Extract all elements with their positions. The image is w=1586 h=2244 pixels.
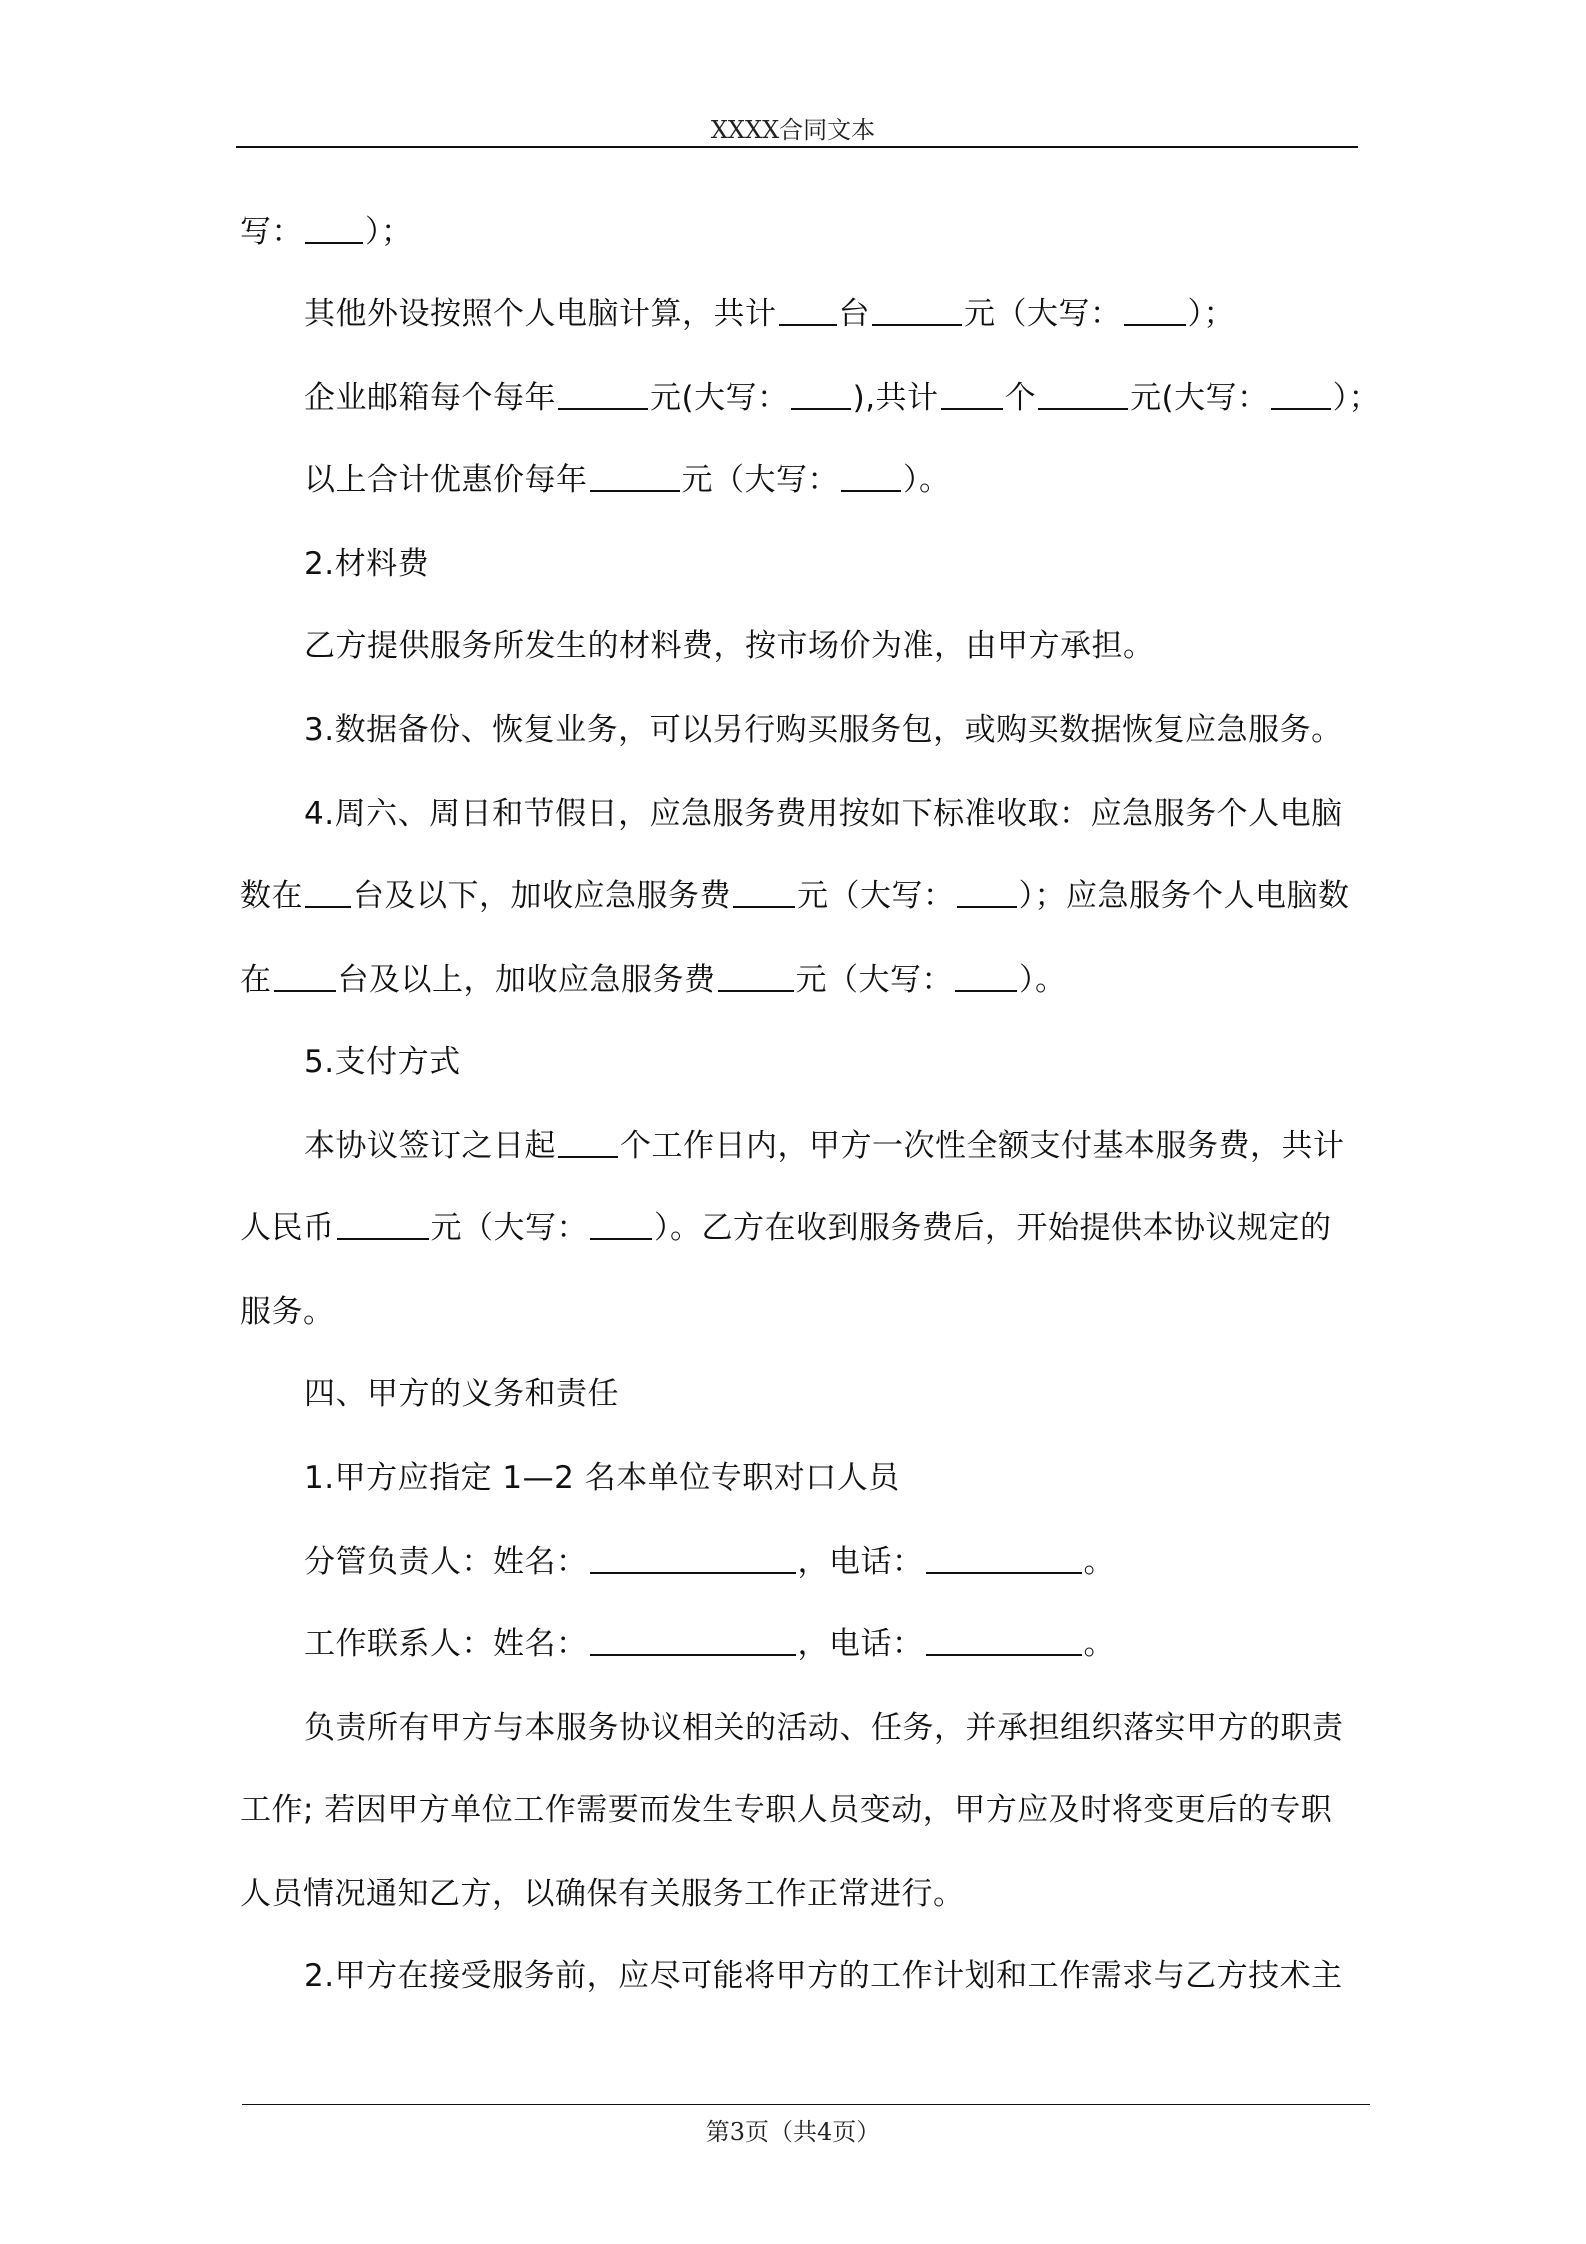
blank-field xyxy=(733,876,795,908)
text-line: 其他外设按照个人电脑计算，共计 台 元（大写： ）； xyxy=(304,296,1235,332)
blank-field xyxy=(274,960,336,992)
text-line: 以上合计优惠价每年 元（大写： ）。 xyxy=(304,462,951,498)
blank-field xyxy=(337,1208,429,1240)
header-title: XXXX合同文本 xyxy=(710,116,876,144)
blank-field xyxy=(590,460,680,492)
text-line: 本协议签订之日起 个工作日内，甲方一次性全额支付基本服务费，共计 xyxy=(304,1128,1345,1164)
blank-field xyxy=(941,378,1003,410)
blank-field xyxy=(1271,378,1331,410)
blank-field xyxy=(305,212,363,244)
section-heading: 5.支付方式 xyxy=(304,1044,461,1080)
text-line: 1.甲方应指定 1—2 名本单位专职对口人员 xyxy=(304,1460,900,1496)
blank-field xyxy=(957,876,1017,908)
text-line: 2.甲方在接受服务前，应尽可能将甲方的工作计划和工作需求与乙方技术主 xyxy=(304,1958,1343,1994)
blank-field xyxy=(841,460,901,492)
blank-field xyxy=(558,378,648,410)
text-line: 3.数据备份、恢复业务，可以另行购买服务包，或购买数据恢复应急服务。 xyxy=(304,712,1343,748)
text-line: 在 台及以上，加收应急服务费 元（大写： ）。 xyxy=(240,962,1067,998)
text-line: 写： ）； xyxy=(240,214,413,250)
text-line: 分管负责人：姓名： ，电话： 。 xyxy=(304,1544,1115,1580)
text-line: 乙方提供服务所发生的材料费，按市场价为准，由甲方承担。 xyxy=(304,628,1155,664)
text-line: 数在 台及以下，加收应急服务费 元（大写： ）；应急服务个人电脑数 xyxy=(240,878,1350,914)
blank-field xyxy=(791,378,851,410)
blank-field xyxy=(718,960,794,992)
text-line: 工作联系人：姓名： ，电话： 。 xyxy=(304,1626,1115,1662)
footer-divider xyxy=(242,2104,1370,2105)
blank-field xyxy=(872,294,962,326)
header-divider xyxy=(236,146,1358,148)
text-line: 人民币 元（大写： ）。乙方在收到服务费后，开始提供本协议规定的 xyxy=(240,1210,1332,1246)
section-heading: 2.材料费 xyxy=(304,546,430,582)
blank-field xyxy=(590,1208,652,1240)
page-number: 第3页（共4页） xyxy=(705,2118,881,2146)
text-line: 服务。 xyxy=(240,1294,335,1330)
section-heading: 四、甲方的义务和责任 xyxy=(304,1376,619,1412)
blank-field xyxy=(1124,294,1186,326)
blank-field xyxy=(590,1624,796,1656)
blank-field xyxy=(558,1126,618,1158)
blank-field xyxy=(590,1542,796,1574)
text-line: 负责所有甲方与本服务协议相关的活动、任务，并承担组织落实甲方的职责 xyxy=(304,1710,1344,1746)
blank-field xyxy=(955,960,1017,992)
blank-field xyxy=(779,294,837,326)
text-line: 4.周六、周日和节假日，应急服务费用按如下标准收取：应急服务个人电脑 xyxy=(304,796,1343,832)
blank-field xyxy=(926,1542,1082,1574)
text-line: 企业邮箱每个每年 元(大写： ),共计 个 元(大写： ）； xyxy=(304,380,1381,416)
text-line: 工作; 若因甲方单位工作需要而发生专职人员变动，甲方应及时将变更后的专职 xyxy=(240,1792,1333,1828)
blank-field xyxy=(926,1624,1082,1656)
blank-field xyxy=(305,876,351,908)
blank-field xyxy=(1038,378,1128,410)
text-line: 人员情况通知乙方，以确保有关服务工作正常进行。 xyxy=(240,1876,965,1912)
